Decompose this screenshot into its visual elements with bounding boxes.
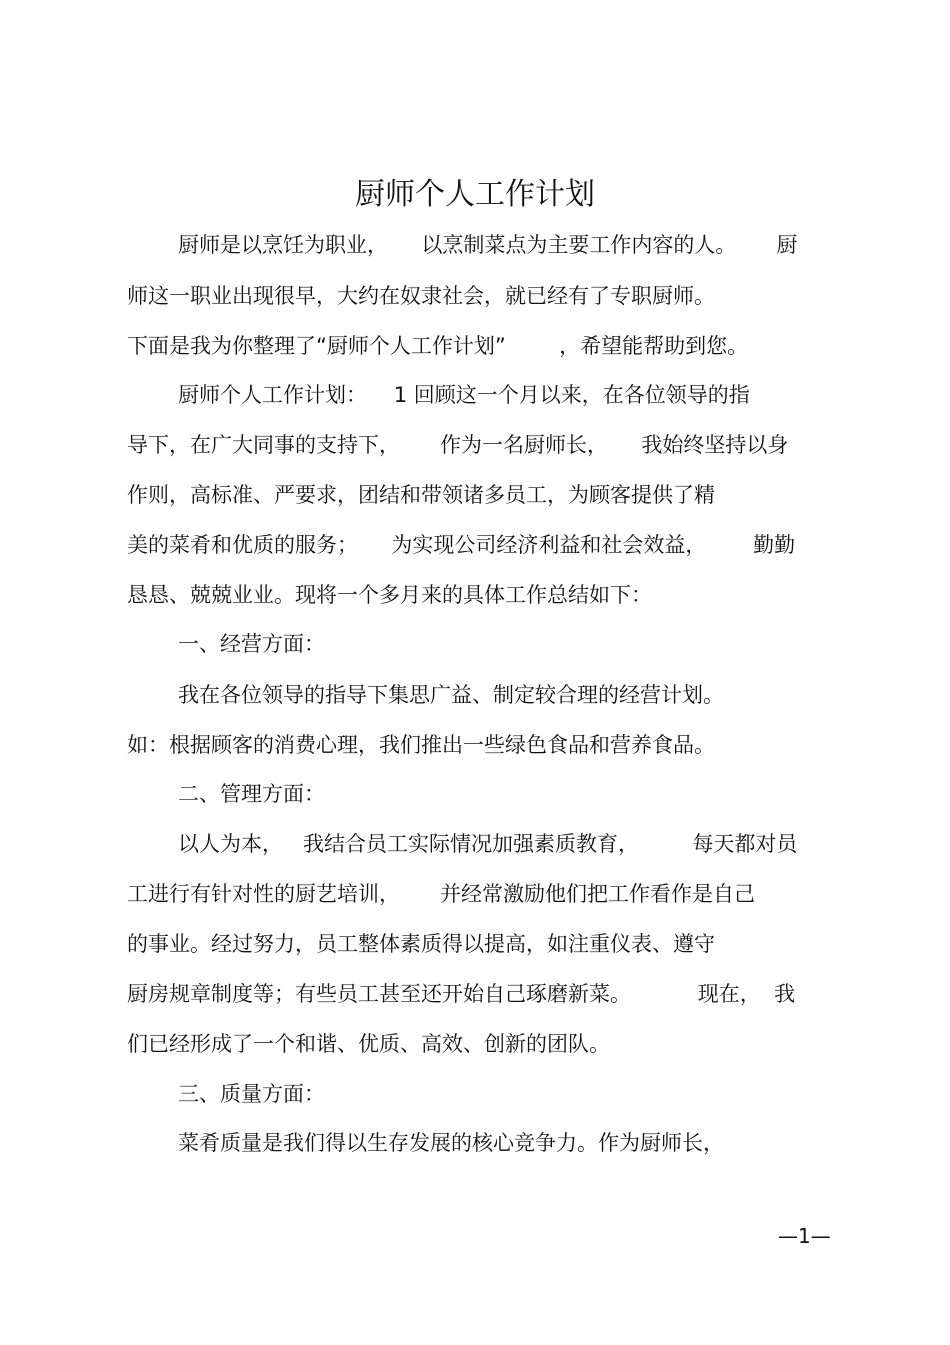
document-title: 厨师个人工作计划 <box>355 177 595 212</box>
paragraph-line: 我在各位领导的指导下集思广益、制定较合理的经营计划。 <box>178 683 724 707</box>
paragraph-line: 们已经形成了一个和谐、优质、高效、创新的团队。 <box>127 1032 610 1056</box>
paragraph-line: 工进行有针对性的厨艺培训， 并经常激励他们把工作看作是自己 <box>127 882 756 906</box>
section-heading: 一、经营方面： <box>178 632 325 656</box>
paragraph-line: 下面是我为你整理了“厨师个人工作计划” ，希望能帮助到您。 <box>127 334 749 358</box>
paragraph-line: 厨师个人工作计划： 1 回顾这一个月以来，在各位领导的指 <box>178 383 750 407</box>
paragraph-line: 厨房规章制度等；有些员工甚至还开始自己琢磨新菜。 现在， 我 <box>127 982 796 1006</box>
paragraph-line: 恳恳、兢兢业业。现将一个多月来的具体工作总结如下： <box>127 583 652 607</box>
paragraph-line: 美的菜肴和优质的服务； 为实现公司经济利益和社会效益， 勤勤 <box>127 533 796 557</box>
paragraph-line: 导下，在广大同事的支持下， 作为一名厨师长， 我始终坚持以身 <box>127 433 789 457</box>
paragraph-line: 以人为本， 我结合员工实际情况加强素质教育， 每天都对员 <box>178 832 798 856</box>
section-heading: 三、质量方面： <box>178 1082 325 1106</box>
page-number: —1— <box>778 1224 831 1248</box>
section-heading: 二、管理方面： <box>178 782 325 806</box>
paragraph-line: 如：根据顾客的消费心理，我们推出一些绿色食品和营养食品。 <box>127 733 715 757</box>
paragraph-line: 的事业。经过努力，员工整体素质得以提高，如注重仪表、遵守 <box>127 932 715 956</box>
paragraph-line: 师这一职业出现很早，大约在奴隶社会，就已经有了专职厨师。 <box>127 284 715 308</box>
paragraph-line: 作则，高标准、严要求，团结和带领诸多员工，为顾客提供了精 <box>127 483 715 507</box>
paragraph-line: 厨师是以烹饪为职业， 以烹制菜点为主要工作内容的人。 厨 <box>178 233 798 257</box>
paragraph-line: 菜肴质量是我们得以生存发展的核心竞争力。作为厨师长， <box>178 1131 724 1155</box>
